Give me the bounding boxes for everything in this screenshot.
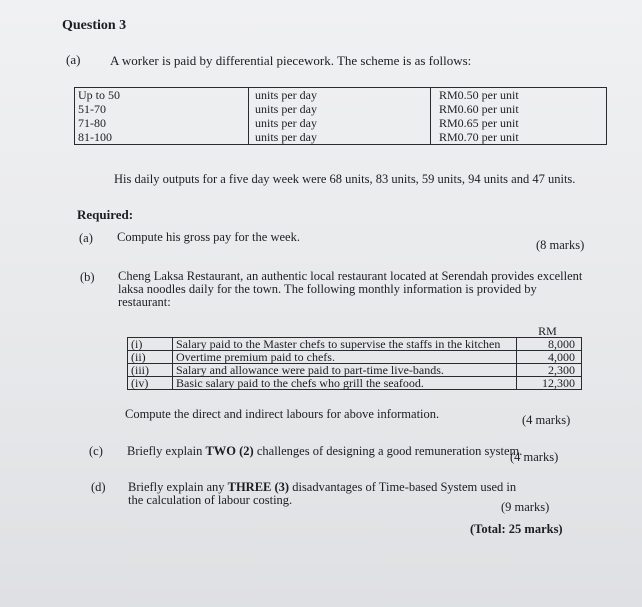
- total-marks: (Total: 25 marks): [470, 522, 563, 536]
- sub-b-instruction: Compute the direct and indirect labours for above information.: [125, 407, 440, 421]
- sub-a-marks: (8 marks): [536, 238, 585, 252]
- units-cell: units per day: [255, 130, 317, 144]
- sub-b-marks: (4 marks): [522, 413, 571, 427]
- row-number: (ii): [128, 351, 173, 364]
- sub-d-label: (d): [91, 480, 106, 494]
- range-cell: 51-70: [78, 102, 106, 116]
- row-number: (iii): [128, 364, 173, 377]
- sub-c-text-before: Briefly explain: [127, 444, 206, 458]
- sub-c-count: TWO (2): [205, 444, 254, 458]
- units-column: [249, 88, 431, 145]
- part-a-label: (a): [66, 52, 81, 67]
- sub-a-text: Compute his gross pay for the week.: [117, 230, 300, 244]
- row-description: Salary paid to the Master chefs to supervise the staffs in the kitchen: [173, 338, 517, 351]
- range-column: [75, 88, 249, 145]
- sub-b-label: (b): [80, 270, 95, 284]
- range-cell: 81-100: [78, 130, 112, 144]
- table-row: [128, 351, 582, 364]
- rate-column: [431, 88, 607, 145]
- table-row: [128, 377, 582, 390]
- table-row: [128, 364, 582, 377]
- labour-cost-table: [127, 325, 582, 390]
- rate-cell: RM0.65 per unit: [439, 116, 519, 130]
- sub-d-count: THREE (3): [227, 480, 290, 494]
- row-amount: 12,300: [517, 377, 582, 390]
- row-amount: 2,300: [517, 364, 582, 377]
- sub-d-text-after: disadvantages of Time-based System used in the calculation of labour costing.: [128, 480, 517, 507]
- sub-d-text-before: Briefly explain any: [128, 480, 228, 494]
- sub-c-text-after: challenges of designing a good remuneration system.: [253, 444, 523, 458]
- units-cell: units per day: [255, 116, 317, 130]
- currency-header: RM: [538, 324, 557, 338]
- required-heading: Required:: [77, 207, 134, 222]
- units-cell: units per day: [255, 88, 317, 102]
- daily-outputs-text: His daily outputs for a five day week were 68 units, 83 units, 59 units, 94 units and 47 units.: [114, 172, 576, 186]
- row-amount: 8,000: [517, 338, 582, 351]
- row-number: (iv): [128, 377, 173, 390]
- piecework-scheme-table: [74, 87, 607, 145]
- table-row: [128, 338, 582, 351]
- rate-cell: RM0.50 per unit: [439, 88, 519, 102]
- sub-b-text: Cheng Laksa Restaurant, an authentic local restaurant located at Serendah provides excellent laksa noodles daily for the town. The following monthly information is provided by restaurant:: [118, 269, 583, 309]
- sub-a-label: (a): [79, 231, 93, 245]
- rate-cell: RM0.70 per unit: [439, 130, 519, 144]
- range-cell: Up to 50: [78, 88, 120, 102]
- row-description: Salary and allowance were paid to part-time live-bands.: [173, 364, 517, 377]
- row-description: Overtime premium paid to chefs.: [173, 351, 517, 364]
- sub-c-text: [127, 445, 522, 458]
- sub-c-label: (c): [89, 444, 103, 458]
- range-cell: 71-80: [78, 116, 106, 130]
- row-amount: 4,000: [517, 351, 582, 364]
- units-cell: units per day: [255, 102, 317, 116]
- part-a-intro: A worker is paid by differential piecework. The scheme is as follows:: [110, 53, 472, 68]
- question-title: Question 3: [62, 18, 127, 33]
- sub-c-marks: (4 marks): [510, 450, 559, 464]
- row-description: Basic salary paid to the chefs who grill the seafood.: [173, 377, 517, 390]
- sub-d-text: [128, 481, 533, 507]
- rate-cell: RM0.60 per unit: [439, 102, 519, 116]
- sub-d-marks: (9 marks): [501, 500, 550, 514]
- row-number: (i): [128, 338, 173, 351]
